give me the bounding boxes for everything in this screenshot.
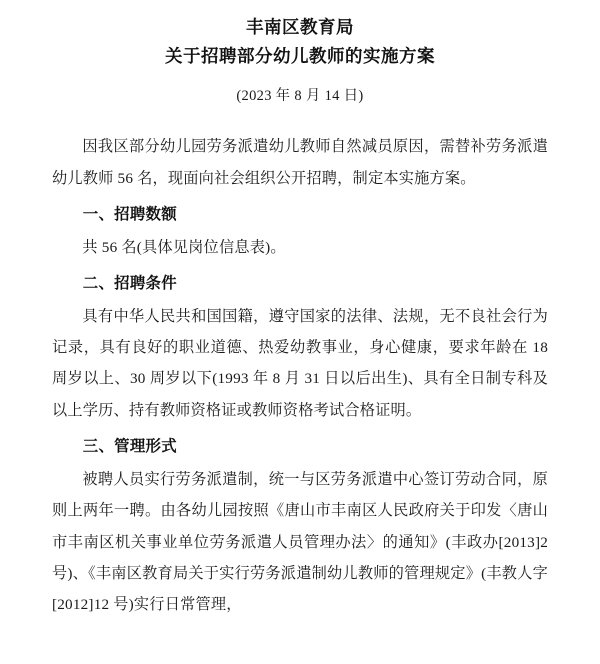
section-heading-1: 一、招聘数额 (82, 205, 177, 223)
title-line-2: 关于招聘部分幼儿教师的实施方案 (165, 46, 435, 67)
document-body (52, 131, 548, 620)
section-heading-2: 二、招聘条件 (82, 275, 177, 292)
section-2-paragraph-1: 具有中华人民共和国国籍，遵守国家的法律、法规，无不良社会行为记录，具有良好的职业道德、热爱幼教事业，身心健康，要求年龄在 18 周岁以上、30 周岁以下(1993 年 8 月 31 日以后出生)、具有全日制专科及以上学历、持有教师资格证或教师资格考试合格证明。 (52, 307, 548, 419)
section-3-paragraph-1: 被聘人员实行劳务派遣制，统一与区劳务派遣中心签订劳动合同，原则上两年一聘。由各幼儿园按照《唐山市丰南区人民政府关于印发〈唐山市丰南区机关事业单位劳务派遣人员管理办法〉的通知》(丰政办[2013]2 号)、《丰南区教育局关于实行劳务派遣制幼儿教师的管理规定》(丰教人字[2012]12 号)实行日常管理， (52, 470, 548, 614)
intro-paragraph: 因我区部分幼儿园劳务派遣幼儿教师自然减员原因，需替补劳务派遣幼儿教师 56 名，现面向社会组织公开招聘，制定本实施方案。 (52, 138, 548, 187)
document-date: (2023 年 8 月 14 日) (236, 88, 364, 105)
section-heading-3: 三、管理形式 (82, 438, 177, 456)
page-title (52, 14, 548, 70)
title-line-1: 丰南区教育局 (246, 17, 354, 37)
section-1-paragraph-1: 共 56 名(具体见岗位信息表)。 (82, 238, 286, 256)
